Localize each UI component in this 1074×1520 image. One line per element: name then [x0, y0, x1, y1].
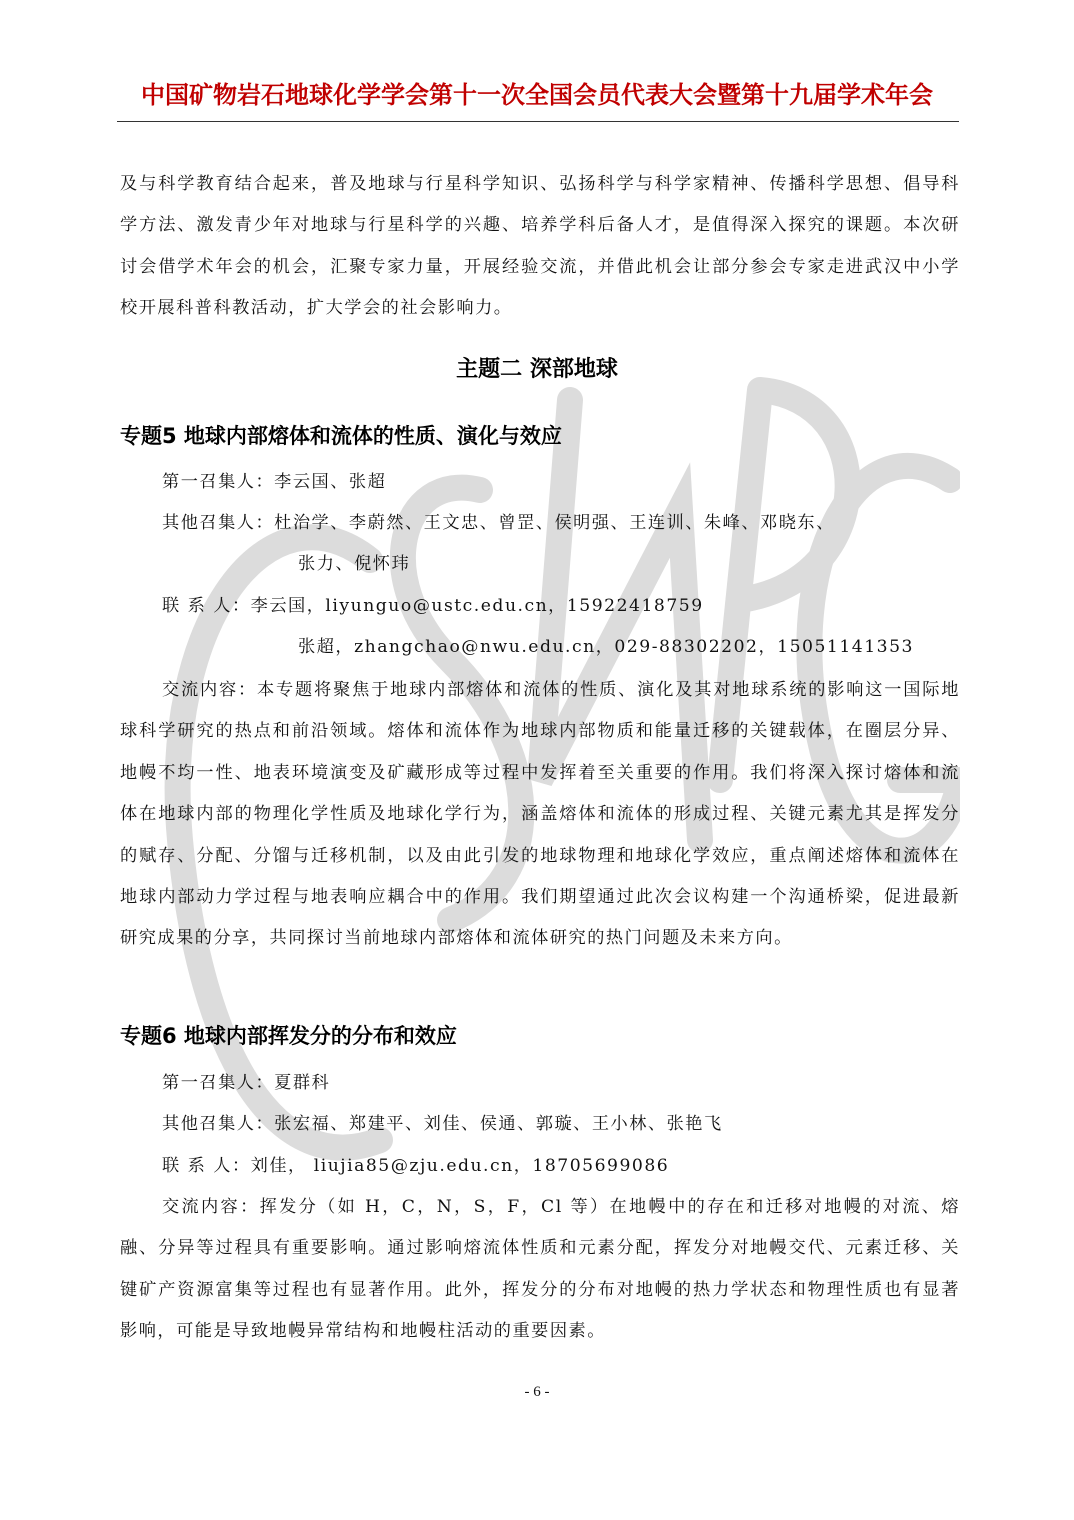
topic5-other-conveners: 其他召集人：杜治学、李蔚然、王文忠、曾罡、侯明强、王连训、朱峰、邓晓东、: [162, 513, 835, 533]
page-number: - 6 -: [524, 1384, 550, 1400]
topic5-other-conveners-cont: 张力、倪怀玮: [298, 554, 411, 574]
topic5-title: 专题5 地球内部熔体和流体的性质、演化与效应: [120, 424, 562, 448]
topic6-content: 交流内容：挥发分（如 H，C，N，S，F，Cl 等）在地幔中的存在和迁移对地幔的对流、熔融、分异等过程具有重要影响。通过影响熔流体性质和元素分配，挥发分对地幔交代、元素迁移、关键矿产资源富集等过程也有显著作用。此外，挥发分的分布对地幔的热力学状态和物理性质也有显著影响，可能是导致地幔异常结构和地幔柱活动的重要因素。: [120, 1197, 960, 1342]
topic6-first-convener: 第一召集人：夏群科: [162, 1073, 331, 1093]
topic5-contact: 联 系 人：李云国，liyunguo@ustc.edu.cn，15922418759: [162, 596, 704, 616]
theme-title: 主题二 深部地球: [456, 357, 618, 382]
intro-paragraph: 及与科学教育结合起来，普及地球与行星科学知识、弘扬科学与科学家精神、传播科学思想、倡导科学方法、激发青少年对地球与行星科学的兴趣、培养学科后备人才，是值得深入探究的课题。本次研讨会借学术年会的机会，汇聚专家力量，开展经验交流，并借此机会让部分参会专家走进武汉中小学校开展科普科教活动，扩大学会的社会影响力。: [120, 174, 960, 319]
topic6-contact: 联 系 人：刘佳， liujia85@zju.edu.cn，18705699086: [162, 1156, 670, 1176]
topic6-title: 专题6 地球内部挥发分的分布和效应: [120, 1024, 457, 1048]
header-divider: [117, 121, 959, 122]
header-title: 中国矿物岩石地球化学学会第十一次全国会员代表大会暨第十九届学术年会: [141, 81, 933, 109]
topic5-contact-cont: 张超，zhangchao@nwu.edu.cn，029-88302202，15051141353: [298, 637, 914, 657]
topic6-other-conveners: 其他召集人：张宏福、郑建平、刘佳、侯通、郭璇、王小林、张艳飞: [162, 1114, 723, 1134]
topic5-content: 交流内容：本专题将聚焦于地球内部熔体和流体的性质、演化及其对地球系统的影响这一国际地球科学研究的热点和前沿领域。熔体和流体作为地球内部物质和能量迁移的关键载体，在圈层分异、地幔不均一性、地表环境演变及矿藏形成等过程中发挥着至关重要的作用。我们将深入探讨熔体和流体在地球内部的物理化学性质及地球化学行为，涵盖熔体和流体的形成过程、关键元素尤其是挥发分的赋存、分配、分馏与迁移机制，以及由此引发的地球物理和地球化学效应，重点阐述熔体和流体在地球内部动力学过程与地表响应耦合中的作用。我们期望通过此次会议构建一个沟通桥梁，促进最新研究成果的分享，共同探讨当前地球内部熔体和流体研究的热门问题及未来方向。: [120, 680, 960, 949]
topic5-first-convener: 第一召集人：李云国、张超: [162, 472, 387, 492]
